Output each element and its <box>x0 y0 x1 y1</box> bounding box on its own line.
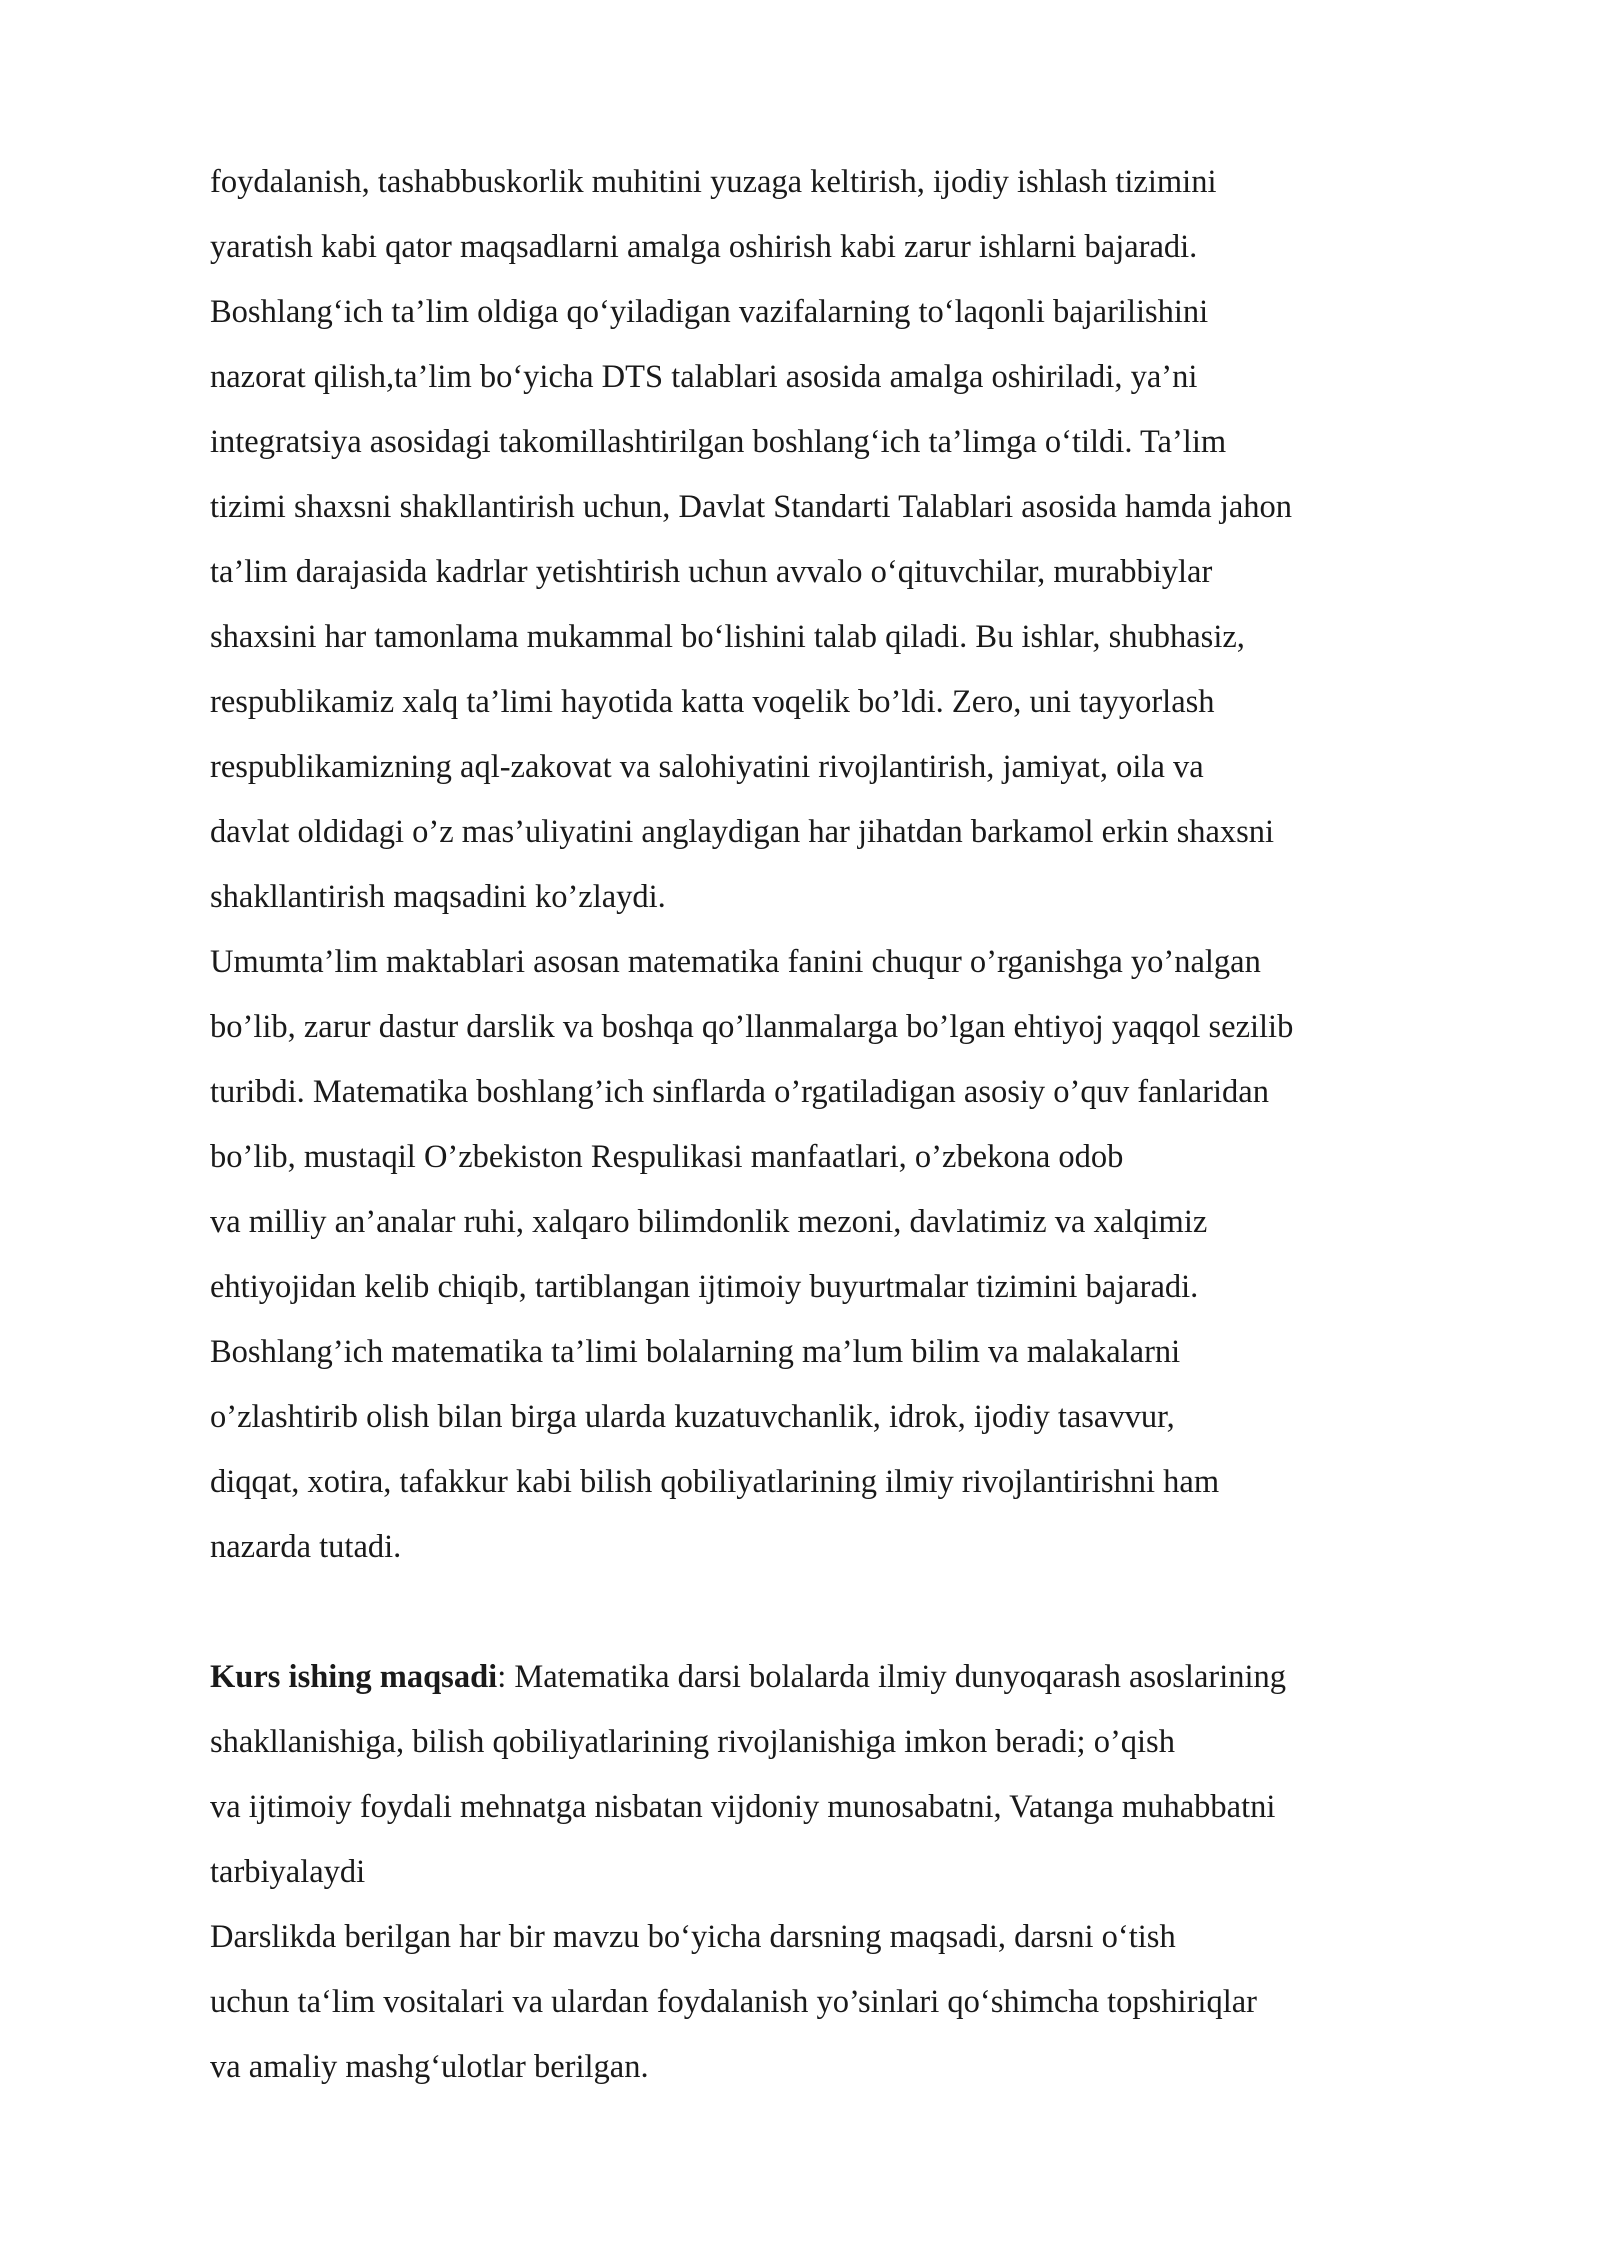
paragraph-intro <box>210 150 1510 930</box>
text-line: tarbiyalaydi <box>210 1854 366 1890</box>
text-line: Umumta’lim maktablari asosan matematika fanini chuqur o’rganishga yo’nalgan <box>210 944 1261 980</box>
text-line: ta’lim darajasida kadrlar yetishtirish uchun avvalo o‘qituvchilar, murabbiylar <box>210 554 1213 590</box>
text-line: Boshlang’ich matematika ta’limi bolalarning ma’lum bilim va malakalarni <box>210 1334 1181 1370</box>
text-line: bo’lib, zarur dastur darslik va boshqa qo’llanmalarga bo’lgan ehtiyoj yaqqol sezilib <box>210 1009 1294 1045</box>
course-goal-heading: Kurs ishing maqsadi <box>210 1659 498 1695</box>
text-line: ehtiyojidan kelib chiqib, tartiblangan ijtimoiy buyurtmalar tizimini bajaradi. <box>210 1269 1199 1305</box>
text-line: bo’lib, mustaqil O’zbekiston Respulikasi manfaatlari, o’zbekona odob <box>210 1139 1124 1175</box>
text-line: davlat oldidagi o’z mas’uliyatini anglaydigan har jihatdan barkamol erkin shaxsni <box>210 814 1275 850</box>
text-line: shakllantirish maqsadini ko’zlaydi. <box>210 879 666 915</box>
text-line: diqqat, xotira, tafakkur kabi bilish qobiliyatlarining ilmiy rivojlantirishni ham <box>210 1464 1220 1500</box>
text-line: nazorat qilish,ta’lim bo‘yicha DTS talablari asosida amalga oshiriladi, ya’ni <box>210 359 1198 395</box>
course-goal-text: : Matematika darsi bolalarda ilmiy dunyoqarash asoslarining <box>497 1659 1287 1695</box>
text-line: Boshlang‘ich ta’lim oldiga qo‘yiladigan vazifalarning to‘laqonli bajarilishini <box>210 294 1209 330</box>
text-line: o’zlashtirib olish bilan birga ularda kuzatuvchanlik, idrok, ijodiy tasavvur, <box>210 1399 1175 1435</box>
text-line: va ijtimoiy foydali mehnatga nisbatan vijdoniy munosabatni, Vatanga muhabbatni <box>210 1789 1276 1825</box>
text-line: turibdi. Matematika boshlang’ich sinflarda o’rgatiladigan asosiy o’quv fanlaridan <box>210 1074 1269 1110</box>
paragraph-spacer <box>210 1580 1510 1645</box>
text-line: nazarda tutadi. <box>210 1529 402 1565</box>
paragraph-course-goal <box>210 1645 1510 1905</box>
text-line: va milliy an’analar ruhi, xalqaro bilimdonlik mezoni, davlatimiz va xalqimiz <box>210 1204 1208 1240</box>
text-line: Darslikda berilgan har bir mavzu bo‘yicha darsning maqsadi, darsni o‘tish <box>210 1919 1176 1955</box>
text-line <box>210 1645 1510 1710</box>
paragraph-mathematics <box>210 930 1510 1580</box>
text-line: uchun ta‘lim vositalari va ulardan foydalanish yo’sinlari qo‘shimcha topshiriqlar <box>210 1984 1257 2020</box>
text-line: integratsiya asosidagi takomillashtirilgan boshlang‘ich ta’limga o‘tildi. Ta’lim <box>210 424 1227 460</box>
text-line: respublikamizning aql-zakovat va salohiyatini rivojlantirish, jamiyat, oila va <box>210 749 1204 785</box>
text-line: tizimi shaxsni shakllantirish uchun, Davlat Standarti Talablari asosida hamda jahon <box>210 489 1293 525</box>
text-line: va amaliy mashg‘ulotlar berilgan. <box>210 2049 649 2085</box>
text-line: shakllanishiga, bilish qobiliyatlarining rivojlanishiga imkon beradi; o’qish <box>210 1724 1175 1760</box>
text-line: yaratish kabi qator maqsadlarni amalga oshirish kabi zarur ishlarni bajaradi. <box>210 229 1198 265</box>
document-body <box>210 150 1510 2100</box>
text-line: foydalanish, tashabbuskorlik muhitini yuzaga keltirish, ijodiy ishlash tizimini <box>210 164 1217 200</box>
text-line: shaxsini har tamonlama mukammal bo‘lishini talab qiladi. Bu ishlar, shubhasiz, <box>210 619 1245 655</box>
paragraph-textbook <box>210 1905 1510 2100</box>
text-line: respublikamiz xalq ta’limi hayotida katta voqelik bo’ldi. Zero, uni tayyorlash <box>210 684 1215 720</box>
